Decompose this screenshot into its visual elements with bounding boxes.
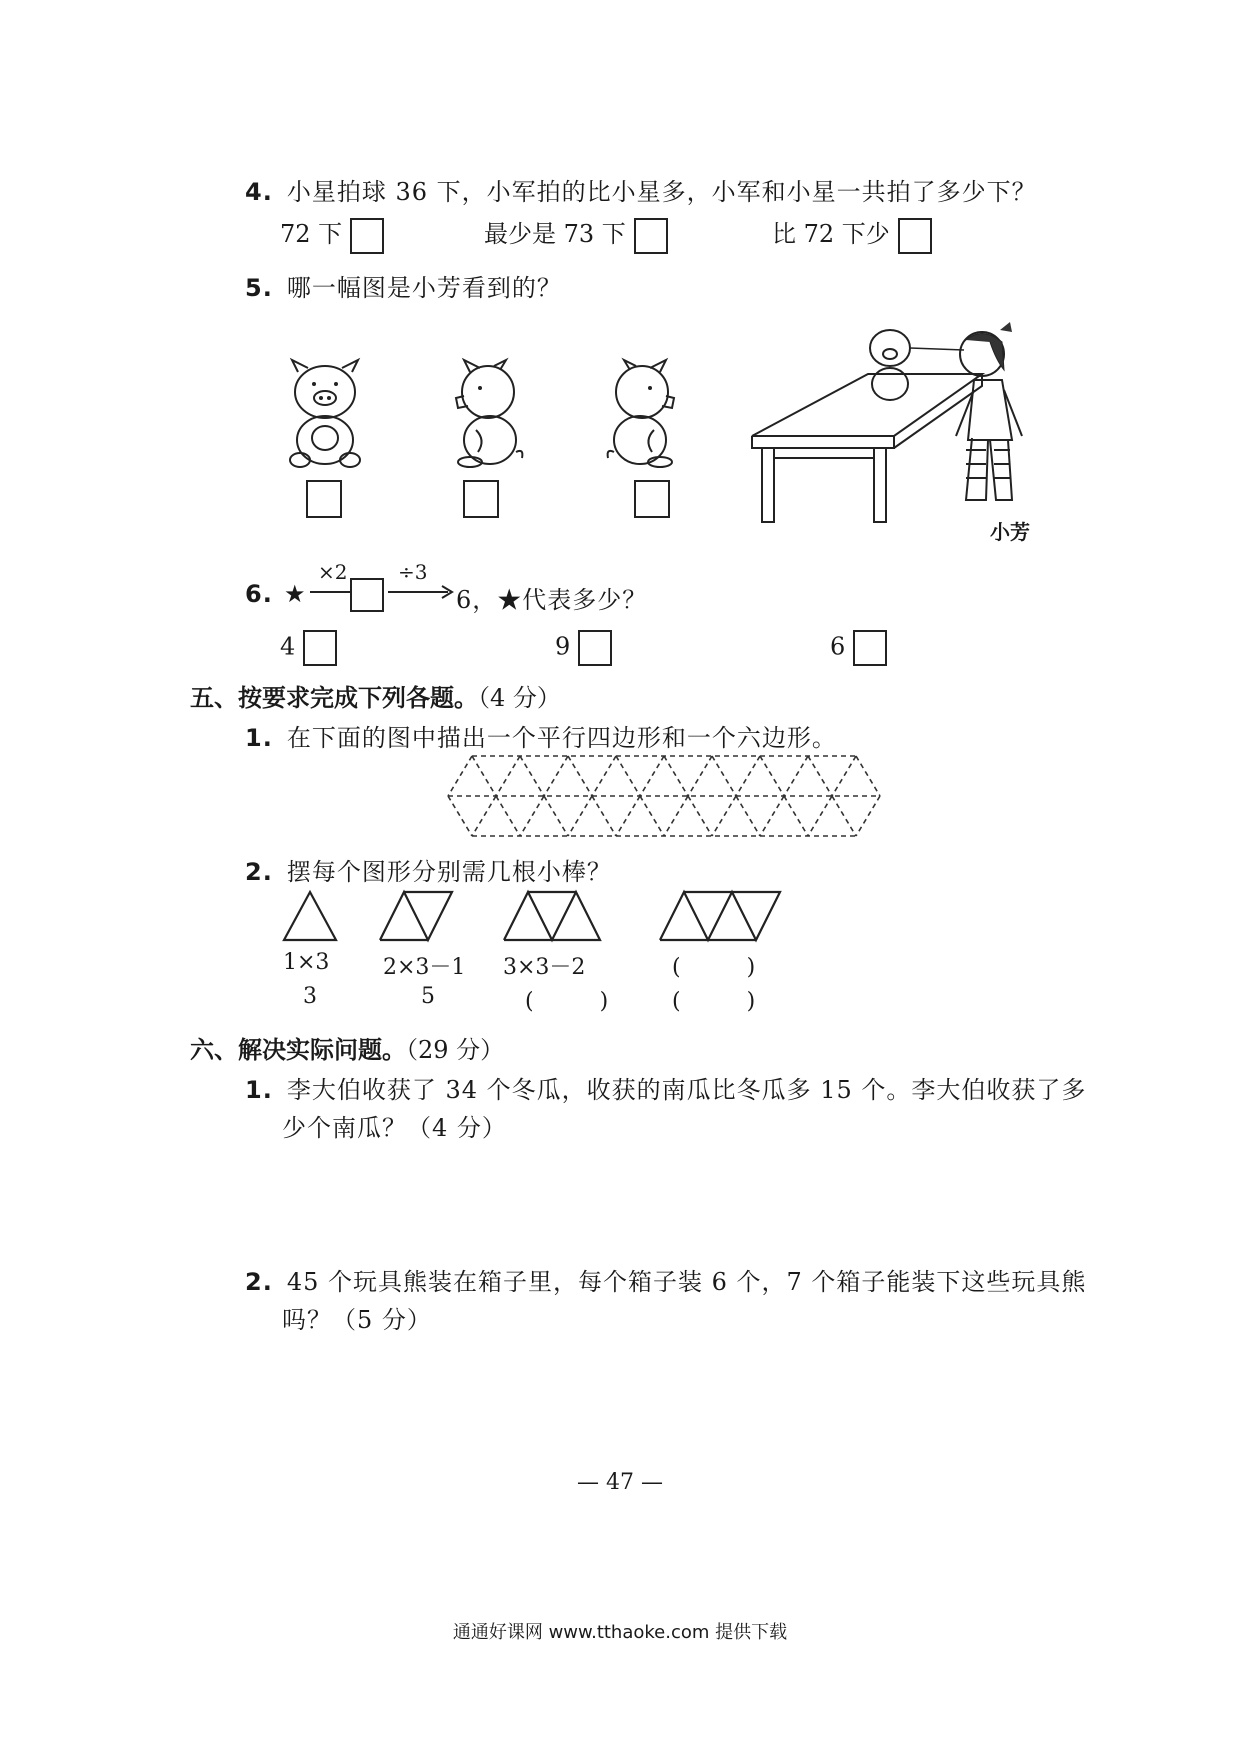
pig-on-table-icon	[870, 330, 910, 400]
q5-line	[245, 268, 562, 303]
grid-line	[520, 756, 544, 796]
grid-line	[544, 756, 568, 796]
q5-option-c-box[interactable]	[634, 480, 670, 518]
grid-line	[832, 796, 856, 836]
answer-3-blank[interactable]: ( )	[525, 989, 609, 1014]
q5-option-b-box[interactable]	[463, 480, 499, 518]
grid-line	[616, 756, 640, 796]
s6-q2-text-line1: 45 个玩具熊装在箱子里，每个箱子装 6 个，7 个箱子能装下这些玩具熊	[286, 1268, 1087, 1296]
grid-line	[808, 796, 832, 836]
grid-line	[520, 796, 544, 836]
grid-line	[688, 756, 712, 796]
grid-line	[640, 796, 664, 836]
s6-q1-line1	[245, 1070, 1086, 1105]
answer-2: 5	[421, 984, 435, 1009]
grid-line	[784, 756, 808, 796]
q4-option-c-box[interactable]	[898, 218, 932, 254]
q6-op1: ×2	[318, 560, 348, 584]
q4-option-c	[772, 214, 932, 254]
s5-q2-number: 2.	[245, 858, 273, 886]
q6-middle-box[interactable]	[350, 578, 384, 612]
s5-q1-number: 1.	[245, 724, 273, 752]
q4-option-c-label: 比 72 下少	[772, 220, 890, 248]
grid-line	[544, 796, 568, 836]
s6-q1-number: 1.	[245, 1076, 273, 1104]
footer-text: 通通好课网 www.tthaoke.com 提供下载	[452, 1622, 788, 1643]
q4-line	[245, 172, 1037, 207]
grid-line	[448, 796, 472, 836]
q6-op2: ÷3	[398, 560, 428, 584]
grid-line	[496, 756, 520, 796]
grid-line	[784, 796, 808, 836]
q4-text: 小星拍球 36 下，小军拍的比小星多，小军和小星一共拍了多少下？	[286, 178, 1037, 206]
s5-q2-line	[245, 852, 612, 887]
q5-number: 5.	[245, 274, 273, 302]
q6-option-a-label: 4	[280, 632, 296, 661]
section5-points: （4 分）	[478, 684, 561, 712]
one-triangle-icon	[284, 892, 336, 940]
s6-q2-number: 2.	[245, 1268, 273, 1296]
q4-option-a	[280, 214, 384, 254]
four-triangles-icon	[660, 892, 780, 940]
s6-q2-answer-area[interactable]	[282, 1340, 1042, 1450]
section5-title	[190, 678, 561, 713]
s6-q2-line2: 吗？（5 分）	[282, 1306, 432, 1334]
grid-line	[856, 756, 880, 796]
q6-option-c-box[interactable]	[853, 630, 887, 666]
q6-option-c	[830, 630, 887, 666]
grid-line	[712, 796, 736, 836]
grid-line	[736, 796, 760, 836]
stick-figures	[282, 888, 842, 944]
grid-line	[712, 756, 736, 796]
q6-option-b-label: 9	[555, 632, 571, 661]
q6-line	[245, 580, 287, 608]
answer-1: 3	[303, 984, 317, 1009]
page-number: — 47 —	[577, 1470, 663, 1495]
section6-title-text: 六、解决实际问题。	[190, 1036, 406, 1064]
q5-option-a-box[interactable]	[306, 480, 342, 518]
q4-option-a-box[interactable]	[350, 218, 384, 254]
q4-option-a-label: 72 下	[280, 220, 343, 248]
grid-line	[592, 796, 616, 836]
grid-line	[856, 796, 880, 836]
grid-line	[832, 756, 856, 796]
q6-star: ★	[284, 580, 307, 608]
grid-line	[472, 796, 496, 836]
grid-line	[496, 796, 520, 836]
q6-option-c-label: 6	[830, 632, 846, 661]
girl-icon	[956, 322, 1022, 500]
grid-line	[736, 756, 760, 796]
s5-q1-text: 在下面的图中描出一个平行四边形和一个六边形。	[286, 724, 837, 752]
q6-number: 6.	[245, 580, 273, 608]
q4-number: 4.	[245, 178, 273, 206]
three-triangles-icon	[504, 892, 600, 940]
answer-4-blank[interactable]: ( )	[672, 989, 756, 1014]
formula-1: 1×3	[283, 950, 330, 975]
q6-tail: 6，★代表多少？	[456, 586, 648, 614]
s5-q2-text: 摆每个图形分别需几根小棒？	[286, 858, 612, 886]
grid-line	[808, 756, 832, 796]
grid-line	[760, 796, 784, 836]
s6-q1-line2: 少个南瓜？（4 分）	[282, 1114, 507, 1142]
s5-q1-line	[245, 718, 837, 753]
grid-line	[640, 756, 664, 796]
q4-option-b	[484, 214, 668, 254]
table-and-girl-illustration	[750, 340, 1060, 530]
grid-line	[448, 756, 472, 796]
formula-4-blank[interactable]: ( )	[672, 955, 756, 980]
sight-line	[910, 348, 964, 350]
girl-label: 小芳	[990, 520, 1030, 544]
s6-q1-answer-area[interactable]	[282, 1150, 1042, 1230]
s6-q2-line1	[245, 1262, 1086, 1297]
q6-option-a-box[interactable]	[303, 630, 337, 666]
q5-text: 哪一幅图是小芳看到的？	[286, 274, 562, 302]
section5-title-text: 五、按要求完成下列各题。	[190, 684, 478, 712]
s6-q1-text-line1: 李大伯收获了 34 个冬瓜，收获的南瓜比冬瓜多 15 个。李大伯收获了多	[286, 1076, 1087, 1104]
grid-line	[616, 796, 640, 836]
grid-line	[568, 796, 592, 836]
pig-side-right-icon	[600, 360, 690, 470]
grid-line	[472, 756, 496, 796]
q6-option-b-box[interactable]	[578, 630, 612, 666]
formula-3: 3×3－2	[503, 955, 586, 980]
grid-line	[568, 756, 592, 796]
formula-2: 2×3－1	[383, 955, 466, 980]
grid-line	[592, 756, 616, 796]
pig-side-left-icon	[440, 360, 530, 470]
pig-front-icon	[280, 360, 370, 470]
grid-line	[760, 756, 784, 796]
triangle-grid[interactable]	[450, 752, 890, 842]
q4-option-b-label: 最少是 73 下	[484, 220, 626, 248]
grid-line	[688, 796, 712, 836]
section6-points: （29 分）	[406, 1036, 505, 1064]
grid-line	[664, 756, 688, 796]
table-icon	[752, 374, 982, 522]
section6-title	[190, 1030, 504, 1065]
q6-option-b	[555, 630, 612, 666]
grid-line	[664, 796, 688, 836]
q4-option-b-box[interactable]	[634, 218, 668, 254]
two-triangles-icon	[380, 892, 452, 940]
q6-option-a	[280, 630, 337, 666]
